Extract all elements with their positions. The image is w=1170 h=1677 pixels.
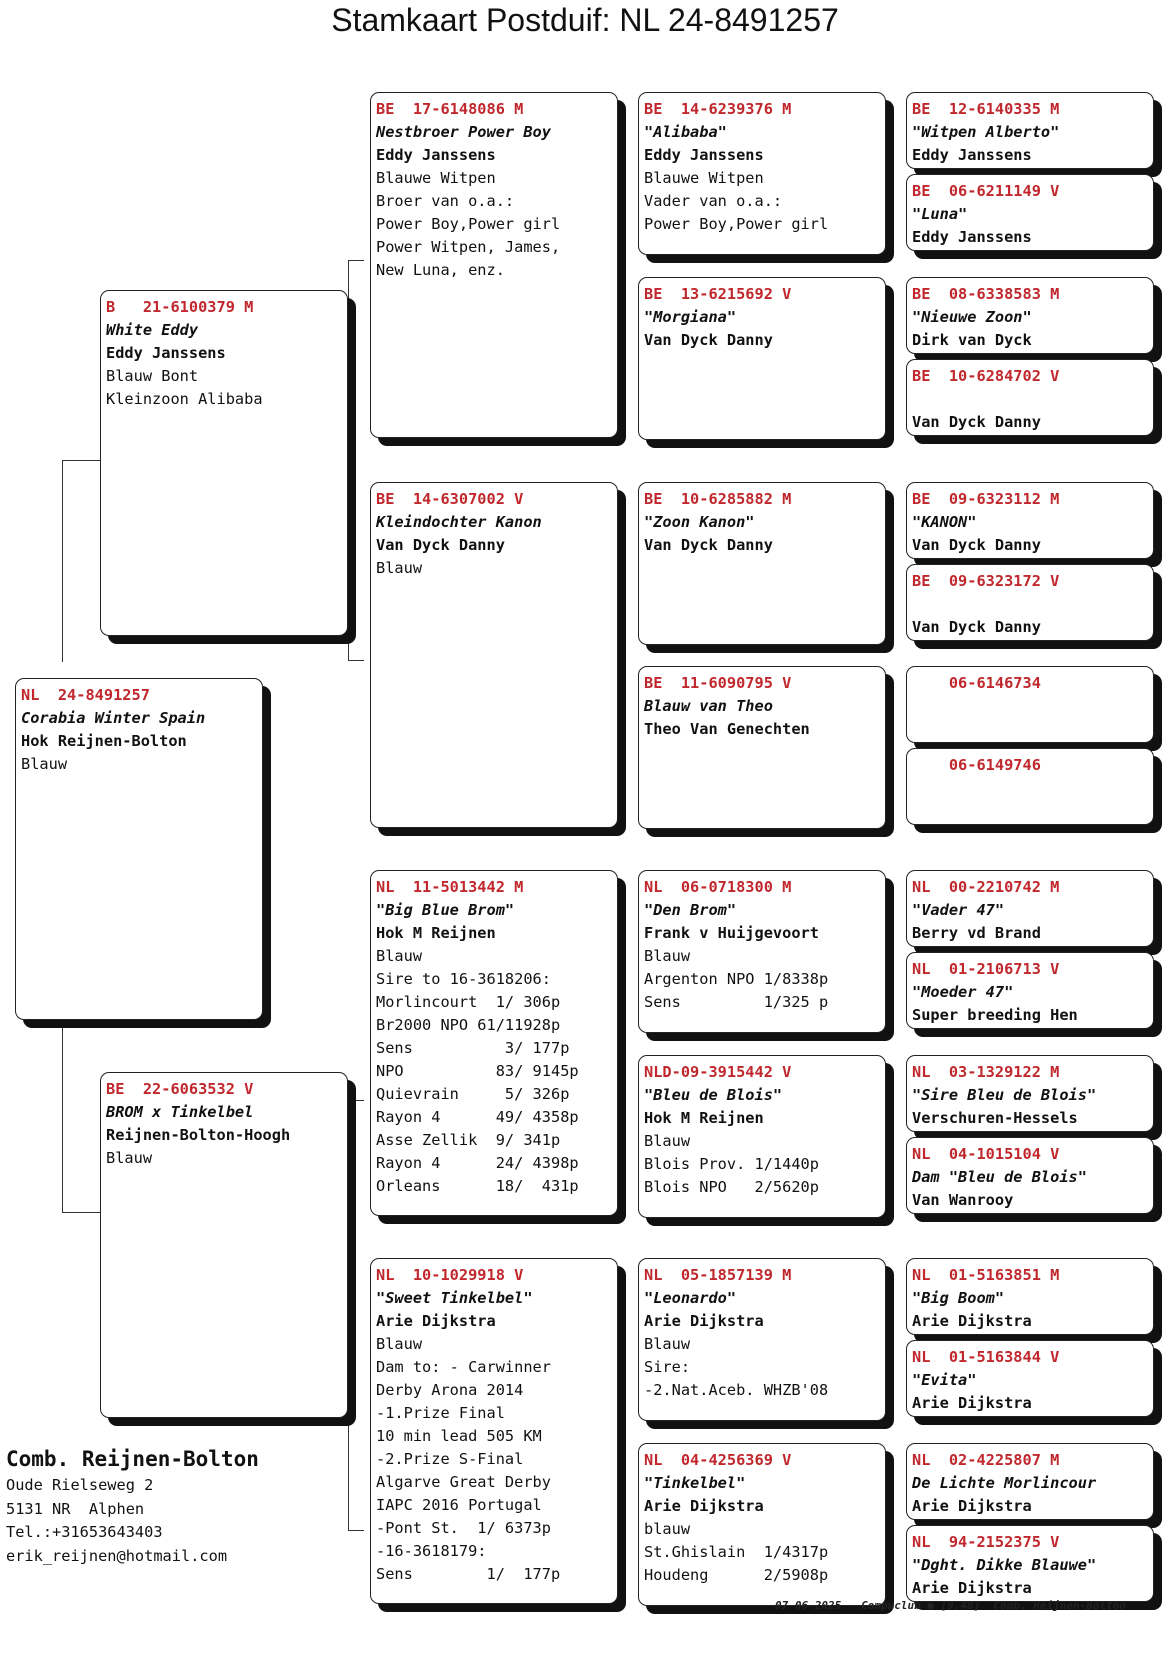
info-line: Blauw Bont: [106, 367, 199, 385]
info-line: Blauw: [376, 947, 423, 965]
breeder-name: Frank v Huijgevoort: [644, 924, 819, 942]
connector: [348, 1100, 349, 1530]
pigeon-name: "Big Blue Brom": [376, 901, 515, 919]
connector: [62, 460, 100, 461]
pigeon-card-dam-sire[interactable]: [370, 870, 618, 1216]
breeder-name: Hok M Reijnen: [644, 1109, 764, 1127]
info-line: Blauw: [21, 755, 68, 773]
ring-number: BE 14-6239376 M: [644, 100, 792, 118]
breeder-name: Verschuren-Hessels: [912, 1109, 1078, 1127]
breeder-name: Theo Van Genechten: [644, 720, 810, 738]
info-line: Orleans 18/ 431p: [376, 1177, 579, 1195]
breeder-name: Van Dyck Danny: [644, 536, 773, 554]
info-line: Morlincourt 1/ 306p: [376, 993, 561, 1011]
owner-address-city: 5131 NR Alphen: [6, 1499, 145, 1518]
info-line: Power Boy,Power girl: [376, 215, 561, 233]
ring-number: NL 03-1329122 M: [912, 1063, 1060, 1081]
info-line: 10 min lead 505 KM: [376, 1427, 542, 1445]
pigeon-card-sire-dam[interactable]: [370, 482, 618, 828]
pigeon-card-mfff[interactable]: [906, 870, 1154, 947]
pigeon-name: "Zoon Kanon": [644, 513, 755, 531]
info-line: Argenton NPO 1/8338p: [644, 970, 829, 988]
info-line: [912, 593, 1148, 616]
pigeon-name: Blauw van Theo: [644, 697, 773, 715]
breeder-name: Reijnen-Bolton-Hoogh: [106, 1126, 291, 1144]
pigeon-card-ffm[interactable]: [638, 277, 886, 440]
pigeon-name: Corabia Winter Spain: [21, 709, 206, 727]
pigeon-name: BROM x Tinkelbel: [106, 1103, 254, 1121]
pigeon-card-fffm[interactable]: [906, 174, 1154, 251]
pigeon-name: White Eddy: [106, 321, 199, 339]
ring-number: BE 10-6285882 M: [644, 490, 792, 508]
ring-number: NL 94-2152375 V: [912, 1533, 1060, 1551]
info-line: Blois NPO 2/5620p: [644, 1178, 819, 1196]
info-line: Sens 1/325 p: [644, 993, 829, 1011]
pigeon-card-sire-sire[interactable]: [370, 92, 618, 438]
pigeon-name: "Witpen Alberto": [912, 123, 1060, 141]
info-line: Blauw: [106, 1149, 153, 1167]
pigeon-card-mffm[interactable]: [906, 952, 1154, 1029]
info-line: Blois Prov. 1/1440p: [644, 1155, 819, 1173]
pigeon-card-fmm[interactable]: [638, 666, 886, 829]
ring-number: NL 04-1015104 V: [912, 1145, 1060, 1163]
ring-number: NL 24-8491257: [21, 686, 150, 704]
breeder-name: Hok M Reijnen: [376, 924, 496, 942]
breeder-name: Berry vd Brand: [912, 924, 1041, 942]
info-line: NPO 83/ 9145p: [376, 1062, 579, 1080]
info-line: Blauwe Witpen: [376, 169, 496, 187]
pigeon-card-ffmf[interactable]: [906, 277, 1154, 354]
info-line: Houdeng 2/5908p: [644, 1566, 829, 1584]
breeder-name: Arie Dijkstra: [376, 1312, 496, 1330]
pigeon-card-fmff[interactable]: [906, 482, 1154, 559]
connector: [62, 1212, 100, 1213]
ring-number: BE 09-6323112 M: [912, 490, 1060, 508]
breeder-name: Van Dyck Danny: [912, 536, 1041, 554]
info-line: Blauw: [376, 1335, 423, 1353]
pigeon-card-mfmm[interactable]: [906, 1137, 1154, 1214]
connector: [348, 1530, 364, 1531]
breeder-name: Dirk van Dyck: [912, 331, 1032, 349]
ring-number: BE 17-6148086 M: [376, 100, 524, 118]
connector: [348, 260, 364, 261]
ring-number: NL 02-4225807 M: [912, 1451, 1060, 1469]
ring-number: B 21-6100379 M: [106, 298, 254, 316]
info-line: Quievrain 5/ 326p: [376, 1085, 570, 1103]
pigeon-name: "Den Brom": [644, 901, 737, 919]
breeder-name: Van Dyck Danny: [644, 331, 773, 349]
pigeon-name: "Moeder 47": [912, 983, 1014, 1001]
pigeon-name: "Tinkelbel": [644, 1474, 746, 1492]
info-line: -2.Prize S-Final: [376, 1450, 524, 1468]
breeder-name: Eddy Janssens: [912, 146, 1032, 164]
pigeon-card-ffmm[interactable]: [906, 359, 1154, 436]
pigeon-name: "Bleu de Blois": [644, 1086, 783, 1104]
pigeon-card-mmf[interactable]: [638, 1258, 886, 1421]
connector: [348, 660, 364, 661]
ring-number: BE 22-6063532 V: [106, 1080, 254, 1098]
pigeon-card-fmfm[interactable]: [906, 564, 1154, 641]
info-line: Power Witpen, James,: [376, 238, 561, 256]
ring-number: BE 12-6140335 M: [912, 100, 1060, 118]
owner-phone: Tel.:+31653643403: [6, 1523, 163, 1541]
breeder-name: Arie Dijkstra: [912, 1497, 1032, 1515]
ring-number: NL 01-2106713 V: [912, 960, 1060, 978]
ring-number: 06-6146734: [912, 674, 1041, 692]
info-line: Dam to: - Carwinner: [376, 1358, 551, 1376]
info-line: -1.Prize Final: [376, 1404, 505, 1422]
pigeon-card-mmm[interactable]: [638, 1443, 886, 1606]
info-line: -2.Nat.Aceb. WHZB'08: [644, 1381, 829, 1399]
pigeon-name: "Big Boom": [912, 1289, 1005, 1307]
info-line: Sens 1/ 177p: [376, 1565, 561, 1583]
ring-number: NL 01-5163851 M: [912, 1266, 1060, 1284]
info-line: IAPC 2016 Portugal: [376, 1496, 542, 1514]
breeder-name: Arie Dijkstra: [644, 1497, 764, 1515]
ring-number: BE 09-6323172 V: [912, 572, 1060, 590]
connector: [62, 460, 63, 662]
pigeon-name: Kleindochter Kanon: [376, 513, 542, 531]
breeder-name: Eddy Janssens: [912, 228, 1032, 246]
pigeon-card-mff[interactable]: [638, 870, 886, 1033]
info-line: Sire:: [644, 1358, 691, 1376]
owner-address-street: Oude Rielseweg 2: [6, 1476, 154, 1494]
info-line: Power Boy,Power girl: [644, 215, 829, 233]
pigeon-card-mmff[interactable]: [906, 1258, 1154, 1335]
info-line: Blauw: [644, 1335, 691, 1353]
breeder-name: Arie Dijkstra: [912, 1312, 1032, 1330]
print-footer: 07-06-2025 Compuclub ● [9.48] Comb. Reijnen-Bolton: [775, 1599, 1126, 1612]
pigeon-name: Nestbroer Power Boy: [376, 123, 551, 141]
ring-number: NL 11-5013442 M: [376, 878, 524, 896]
pigeon-card-fff[interactable]: [638, 92, 886, 255]
pigeon-name: "Luna": [912, 205, 968, 223]
info-line: Algarve Great Derby: [376, 1473, 551, 1491]
breeder-name: Arie Dijkstra: [644, 1312, 764, 1330]
info-line: Broer van o.a.:: [376, 192, 515, 210]
info-line: Blauwe Witpen: [644, 169, 764, 187]
info-line: Derby Arona 2014: [376, 1381, 524, 1399]
connector: [62, 1006, 63, 1212]
breeder-name: Arie Dijkstra: [912, 1394, 1032, 1412]
info-line: -Pont St. 1/ 6373p: [376, 1519, 551, 1537]
pigeon-name: "Evita": [912, 1371, 977, 1389]
info-line: Rayon 4 24/ 4398p: [376, 1154, 579, 1172]
breeder-name: Van Dyck Danny: [376, 536, 505, 554]
pigeon-name: De Lichte Morlincour: [912, 1474, 1097, 1492]
pigeon-name: "Leonardo": [644, 1289, 737, 1307]
pigeon-name: "Alibaba": [644, 123, 727, 141]
ring-number: NL 10-1029918 V: [376, 1266, 524, 1284]
info-line: Blauw: [644, 947, 691, 965]
pigeon-card-mmmm[interactable]: [906, 1525, 1154, 1602]
pigeon-card-mfm[interactable]: [638, 1055, 886, 1218]
info-line: Blauw: [376, 559, 423, 577]
info-line: Kleinzoon Alibaba: [106, 390, 263, 408]
info-line: Blauw: [644, 1132, 691, 1150]
pigeon-name: "Dght. Dikke Blauwe": [912, 1556, 1097, 1574]
info-line: Sire to 16-3618206:: [376, 970, 551, 988]
breeder-name: Eddy Janssens: [106, 344, 226, 362]
info-line: Br2000 NPO 61/11928p: [376, 1016, 561, 1034]
pigeon-card-ffff[interactable]: [906, 92, 1154, 169]
breeder-name: Hok Reijnen-Bolton: [21, 732, 187, 750]
pigeon-name: "Vader 47": [912, 901, 1005, 919]
pigeon-name: "Sweet Tinkelbel": [376, 1289, 533, 1307]
pigeon-card-fmmf[interactable]: [906, 666, 1154, 743]
ring-number: NL 06-0718300 M: [644, 878, 792, 896]
pigeon-name: "Sire Bleu de Blois": [912, 1086, 1097, 1104]
ring-number: NL 05-1857139 M: [644, 1266, 792, 1284]
info-line: [912, 388, 1148, 411]
info-line: Sens 3/ 177p: [376, 1039, 570, 1057]
breeder-name: Super breeding Hen: [912, 1006, 1078, 1024]
breeder-name: Van Dyck Danny: [912, 413, 1041, 431]
info-line: Asse Zellik 9/ 341p: [376, 1131, 561, 1149]
info-line: -16-3618179:: [376, 1542, 487, 1560]
owner-block: [6, 1444, 259, 1568]
ring-number: BE 11-6090795 V: [644, 674, 792, 692]
ring-number: NLD-09-3915442 V: [644, 1063, 792, 1081]
ring-number: NL 00-2210742 M: [912, 878, 1060, 896]
ring-number: BE 10-6284702 V: [912, 367, 1060, 385]
info-line: Rayon 4 49/ 4358p: [376, 1108, 579, 1126]
pigeon-card-subject[interactable]: [15, 678, 263, 1020]
pigeon-card-mmmf[interactable]: [906, 1443, 1154, 1520]
breeder-name: Van Dyck Danny: [912, 618, 1041, 636]
ring-number: BE 13-6215692 V: [644, 285, 792, 303]
info-line: blauw: [644, 1520, 691, 1538]
pigeon-card-dam-dam[interactable]: [370, 1258, 618, 1604]
ring-number: BE 08-6338583 M: [912, 285, 1060, 303]
pigeon-card-mmfm[interactable]: [906, 1340, 1154, 1417]
ring-number: BE 14-6307002 V: [376, 490, 524, 508]
info-line: Vader van o.a.:: [644, 192, 783, 210]
pigeon-name: Dam "Bleu de Blois": [912, 1168, 1087, 1186]
pigeon-name: "Nieuwe Zoon": [912, 308, 1032, 326]
breeder-name: Arie Dijkstra: [912, 1579, 1032, 1597]
breeder-name: Eddy Janssens: [376, 146, 496, 164]
connector: [348, 260, 349, 660]
owner-email[interactable]: erik_reijnen@hotmail.com: [6, 1546, 228, 1565]
pigeon-card-fmmm[interactable]: [906, 748, 1154, 825]
pigeon-card-fmf[interactable]: [638, 482, 886, 645]
owner-name: Comb. Reijnen-Bolton: [6, 1447, 259, 1471]
breeder-name: Van Wanrooy: [912, 1191, 1014, 1209]
info-line: St.Ghislain 1/4317p: [644, 1543, 829, 1561]
ring-number: NL 04-4256369 V: [644, 1451, 792, 1469]
ring-number: 06-6149746: [912, 756, 1041, 774]
page-title: Stamkaart Postduif: NL 24-8491257: [331, 2, 839, 38]
ring-number: BE 06-6211149 V: [912, 182, 1060, 200]
breeder-name: Eddy Janssens: [644, 146, 764, 164]
ring-number: NL 01-5163844 V: [912, 1348, 1060, 1366]
pigeon-card-dam[interactable]: [100, 1072, 348, 1418]
pigeon-name: "Morgiana": [644, 308, 737, 326]
info-line: New Luna, enz.: [376, 261, 505, 279]
connector: [348, 1100, 364, 1101]
pigeon-card-sire[interactable]: [100, 290, 348, 636]
pigeon-name: "KANON": [912, 513, 977, 531]
pigeon-card-mfmf[interactable]: [906, 1055, 1154, 1132]
